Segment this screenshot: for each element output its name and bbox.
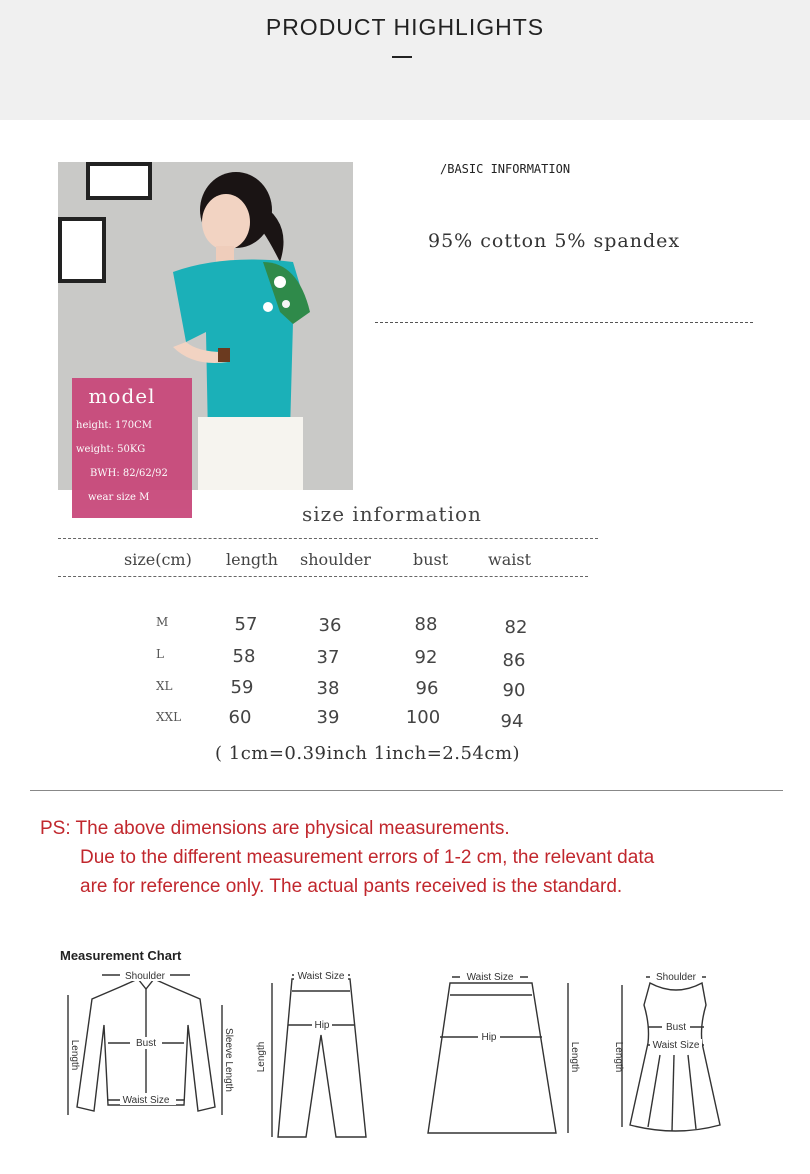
shirt-bust-label: Bust [135, 1038, 157, 1049]
pants-length-label: Length [256, 1041, 267, 1073]
note-line-2: Due to the different measurement errors of 1-2 cm, the relevant data [80, 847, 655, 868]
row-size-l: L [156, 647, 164, 661]
size-information-title: size information [302, 502, 482, 526]
note-line-1: PS: The above dimensions are physical measurements. [40, 818, 510, 839]
cell-waist-l: 86 [502, 650, 526, 671]
height-label: height: [76, 420, 112, 431]
weight-label: weight: [76, 444, 114, 455]
dress-waist-label: Waist Size [652, 1040, 700, 1051]
row-size-m: M [156, 615, 169, 629]
col-shoulder: shoulder [300, 550, 371, 569]
size-table-top-rule [58, 538, 598, 539]
bwh-label: BWH: [90, 468, 120, 479]
cell-length-l: 58 [232, 646, 256, 667]
wear-size-label: wear size [88, 492, 136, 503]
model-info-card [72, 378, 192, 518]
dress-diagram [610, 965, 730, 1145]
col-length: length [226, 550, 278, 569]
skirt-length-label: Length [569, 1041, 580, 1073]
pants-hip-label: Hip [314, 1020, 330, 1031]
pants-diagram [258, 965, 378, 1145]
shirt-diagram [60, 965, 234, 1130]
weight-value: 50KG [117, 444, 146, 455]
cell-length-xl: 59 [230, 677, 254, 698]
model-wear-size [88, 492, 149, 503]
shirt-shoulder-label: Shoulder [124, 971, 166, 982]
cell-waist-m: 82 [504, 617, 528, 638]
pants-waist-label: Waist Size [297, 971, 345, 982]
dress-length-label: Length [613, 1041, 624, 1073]
dress-bust-label: Bust [665, 1022, 687, 1033]
cell-bust-xl: 96 [415, 678, 439, 699]
cell-waist-xl: 90 [502, 680, 526, 701]
col-bust: bust [413, 550, 449, 569]
cell-bust-xxl: 100 [405, 707, 441, 728]
model-height [76, 420, 152, 431]
cell-shoulder-l: 37 [316, 647, 340, 668]
dress-shoulder-label: Shoulder [655, 972, 697, 983]
page-title: PRODUCT HIGHLIGHTS [265, 14, 545, 40]
model-bwh [90, 468, 168, 479]
cell-length-m: 57 [234, 614, 258, 635]
row-size-xxl: XXL [156, 710, 182, 724]
cell-waist-xxl: 94 [500, 711, 524, 732]
skirt-waist-label: Waist Size [466, 972, 514, 983]
skirt-diagram [420, 965, 580, 1145]
divider-dashed [375, 322, 753, 323]
size-table-header-rule [58, 576, 588, 577]
shirt-sleeve-label: Sleeve Length [223, 1028, 234, 1092]
cell-length-xxl: 60 [228, 707, 252, 728]
shirt-length-label: Length [69, 1039, 80, 1071]
col-size: size(cm) [124, 550, 192, 569]
cell-shoulder-xl: 38 [316, 678, 340, 699]
shirt-waist-label: Waist Size [122, 1095, 170, 1106]
material-composition: 95% cotton 5% spandex [428, 230, 681, 252]
col-waist: waist [488, 550, 531, 569]
bwh-value: 82/62/92 [122, 468, 168, 479]
wear-size-value: M [139, 492, 150, 503]
measurement-chart-title: Measurement Chart [60, 948, 182, 963]
cell-bust-l: 92 [414, 647, 438, 668]
title-underline [392, 56, 412, 58]
row-size-xl: XL [156, 679, 173, 693]
basic-information-label: /BASIC INFORMATION [440, 162, 571, 176]
height-value: 170CM [114, 420, 152, 431]
section-divider [30, 790, 783, 791]
unit-conversion: ( 1cm=0.39inch 1inch=2.54cm) [215, 743, 521, 764]
skirt-hip-label: Hip [481, 1032, 497, 1043]
cell-shoulder-m: 36 [318, 615, 342, 636]
note-line-3: are for reference only. The actual pants received is the standard. [80, 876, 623, 897]
model-weight [76, 444, 145, 455]
cell-shoulder-xxl: 39 [316, 707, 340, 728]
cell-bust-m: 88 [414, 614, 438, 635]
model-title: model [88, 384, 156, 408]
